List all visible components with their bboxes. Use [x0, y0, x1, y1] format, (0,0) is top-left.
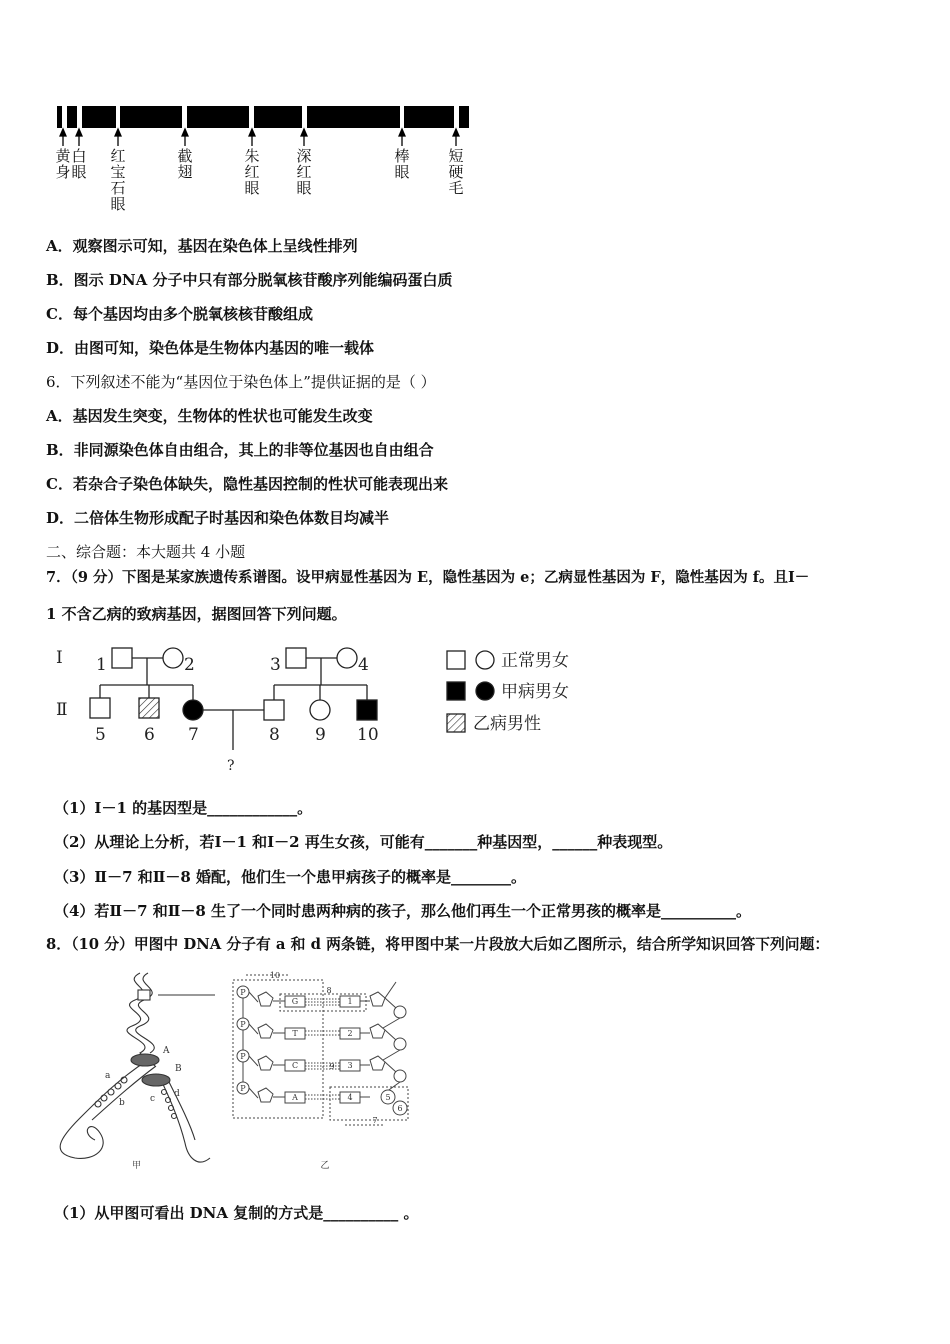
pedigree-id-1: 1 — [96, 655, 107, 675]
q5-option-b: B．图示 DNA 分子中只有部分脱氧核苷酸序列能编码蛋白质 — [46, 271, 453, 289]
gene-label-1: 黄身 — [55, 147, 71, 181]
section-heading: 二、综合题：本大题共 4 小题 — [46, 543, 246, 561]
number-label-8: 8 — [326, 986, 332, 995]
chromosome-segment — [404, 106, 454, 128]
gene-label-8: 短硬毛 — [448, 147, 464, 197]
enzyme-a — [131, 1054, 159, 1066]
number-label-1: 1 — [347, 997, 353, 1006]
phosphate-label: P — [240, 988, 246, 997]
q5-option-c: C．每个基因均由多个脱氧核核苷酸组成 — [46, 305, 313, 323]
pedigree-id-7: 7 — [188, 725, 199, 745]
pedigree-male-6 — [139, 698, 159, 718]
chromosome-segment — [459, 106, 469, 128]
number-label-4: 4 — [347, 1093, 353, 1102]
enzyme-b — [142, 1074, 170, 1086]
q8-sub-1: （1）从甲图可看出 DNA 复制的方式是__________ 。 — [54, 1204, 419, 1222]
caption-yi: 乙 — [320, 1161, 330, 1171]
gene-label-5: 朱红眼 — [244, 147, 260, 197]
legend-normal-male — [447, 651, 465, 669]
base-label-t: T — [292, 1029, 298, 1038]
chromosome-segment — [120, 106, 182, 128]
pedigree-id-3: 3 — [270, 655, 281, 675]
q6-option-b: B．非同源染色体自由组合，其上的非等位基因也自由组合 — [46, 441, 434, 459]
label-d: d — [174, 1089, 180, 1099]
pedigree-female-7 — [183, 700, 203, 720]
pedigree-female-2 — [163, 648, 183, 668]
chromosome-segment — [307, 106, 400, 128]
gene-label-2: 白眼 — [71, 147, 87, 181]
q5-option-d: D．由图可知，染色体是生物体内基因的唯一载体 — [46, 339, 375, 357]
pedigree-female-9 — [310, 700, 330, 720]
number-label-10: 10 — [269, 971, 281, 980]
gene-label-4: 截翅 — [177, 147, 193, 181]
chromosome-segment — [254, 106, 302, 128]
q8-stem: 8．（10 分）甲图中 DNA 分子有 a 和 d 两条链，将甲图中某一片段放大后如乙图所示，结合所学知识回答下列问题： — [46, 936, 830, 953]
base-label-c: C — [291, 1061, 299, 1070]
q7-sub-3: （3）Ⅱ－7 和Ⅱ－8 婚配，他们生一个患甲病孩子的概率是________。 — [54, 868, 527, 886]
base-label-g: G — [291, 997, 299, 1006]
pedigree-id-5: 5 — [95, 725, 106, 745]
q6-stem: 6．下列叙述不能为“基因位于染色体上”提供证据的是（ ） — [46, 373, 436, 391]
number-label-6: 6 — [397, 1104, 403, 1113]
legend-normal-female — [476, 651, 494, 669]
pedigree-male-8 — [264, 700, 284, 720]
label-c: c — [150, 1094, 156, 1104]
label-A: A — [163, 1046, 170, 1056]
phosphate-label: P — [240, 1020, 246, 1029]
q5-option-a: A．观察图示可知，基因在染色体上呈线性排列 — [46, 237, 358, 255]
legend-jia-male — [447, 682, 465, 700]
chromosome-segment — [57, 106, 62, 128]
number-label-7: 7 — [372, 1116, 378, 1125]
label-a: a — [105, 1071, 111, 1081]
q7-stem-line1: 7．（9 分）下图是某家族遗传系谱图。设甲病显性基因为 E，隐性基因为 e；乙病显性基因为 F，隐性基因为 f。且Ⅰ－ — [46, 569, 810, 586]
number-label-2: 2 — [347, 1029, 353, 1038]
phosphate-label: P — [240, 1084, 246, 1093]
q7-sub-4: （4）若Ⅱ－7 和Ⅱ－8 生了一个同时患两种病的孩子，那么他们再生一个正常男孩的概率是__________。 — [54, 902, 752, 920]
legend-label-normal: 正常男女 — [501, 651, 569, 671]
pedigree-id-2: 2 — [184, 655, 195, 675]
pedigree-child: ? — [227, 758, 235, 774]
number-label-5: 5 — [385, 1093, 391, 1102]
label-b: b — [119, 1098, 125, 1108]
gene-label-3: 红宝石眼 — [110, 147, 126, 213]
q7-sub-2: （2）从理论上分析，若Ⅰ－1 和Ⅰ－2 再生女孩，可能有_______种基因型，______种表现型。 — [54, 833, 673, 851]
pedigree-female-4 — [337, 648, 357, 668]
number-label-9: 9 — [329, 1062, 335, 1071]
pedigree-male-3 — [286, 648, 306, 668]
number-label-3: 3 — [347, 1061, 353, 1070]
label-B: B — [175, 1064, 182, 1074]
q6-option-d: D．二倍体生物形成配子时基因和染色体数目均减半 — [46, 509, 390, 527]
pedigree-id-8: 8 — [269, 725, 280, 745]
legend-jia-female — [476, 682, 494, 700]
dna-structure-figure — [228, 970, 418, 1175]
pedigree-id-4: 4 — [358, 655, 369, 675]
phosphate-label: P — [240, 1052, 246, 1061]
q6-option-c: C．若杂合子染色体缺失，隐性基因控制的性状可能表现出来 — [46, 475, 448, 493]
legend-yi-male — [447, 714, 465, 732]
pedigree-chart — [50, 640, 610, 775]
chromosome-segment — [187, 106, 249, 128]
q6-option-a: A．基因发生突变，生物体的性状也可能发生改变 — [46, 407, 373, 425]
gene-label-6: 深红眼 — [296, 147, 312, 197]
chromosome-segment — [67, 106, 77, 128]
pedigree-male-5 — [90, 698, 110, 718]
pedigree-id-10: 10 — [357, 725, 379, 745]
pedigree-male-1 — [112, 648, 132, 668]
gene-label-7: 棒眼 — [394, 147, 410, 181]
dna-replication-figure — [40, 968, 230, 1178]
caption-jia: 甲 — [132, 1161, 142, 1171]
q7-stem-line2: 1 不含乙病的致病基因，据图回答下列问题。 — [46, 605, 347, 623]
generation-label-1: Ⅰ — [56, 648, 63, 668]
q7-sub-1: （1）Ⅰ－1 的基因型是____________。 — [54, 799, 313, 817]
chromosome-segment — [82, 106, 116, 128]
pedigree-id-9: 9 — [315, 725, 326, 745]
legend-label-jia: 甲病男女 — [501, 682, 569, 702]
pedigree-id-6: 6 — [144, 725, 155, 745]
legend-label-yi: 乙病男性 — [473, 714, 541, 734]
generation-label-2: Ⅱ — [56, 700, 68, 720]
base-label-a: A — [292, 1093, 298, 1102]
pedigree-male-10 — [357, 700, 377, 720]
